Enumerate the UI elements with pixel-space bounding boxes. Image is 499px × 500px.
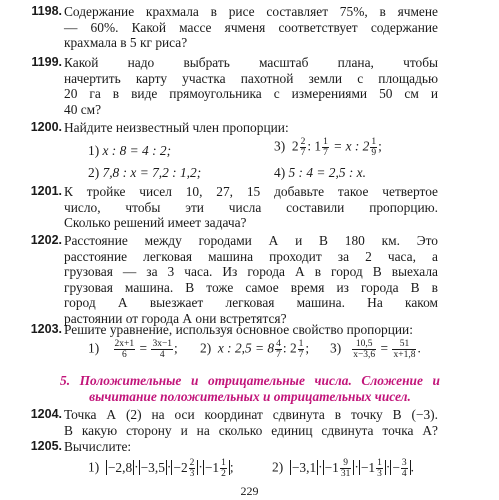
problem-1200 xyxy=(30,120,438,136)
problem-text-line: растоянии от города А они встретятся? xyxy=(64,310,287,326)
problem-text-line: 20 га в виде прямоугольника с измерениями 50 см и xyxy=(64,86,438,102)
problem-text-line: Какой надо выбрать масштаб плана, чтобы xyxy=(64,55,438,70)
proportion-item-3: 3) 2 $\frac{2}{7}$ : 1 $\frac{1}{7}$ = x : 2 $\frac{1}{9}$ ; xyxy=(274,137,382,158)
equation-item-2: 2) x : 2,5 = 8 $\frac{4}{7}$ : 2 $\frac{1}{7}$ ; xyxy=(200,339,310,360)
problem-number: 1198. xyxy=(31,4,62,18)
problem-text-line: Сколько решений имеет задача? xyxy=(64,215,247,231)
problem-number: 1203. xyxy=(30,322,62,336)
calc-item-1: 1) −2,8 · −3,5 · −2 $\frac{2}{3}$ · −1 $\frac{1}{2}$ ; xyxy=(88,458,234,479)
calc-item-2: 2) −3,1 · −1 $\frac{9}{31}$ · −1 $\frac{1}{3}$ · − $\frac{3}{4}$ . xyxy=(272,458,414,479)
problem-text-line: начертить карту участка пахотной земли с площадью xyxy=(64,70,438,86)
problem-number: 1201. xyxy=(30,184,62,198)
problem-text-line: грузовая — за 3 часа. Из города А в город В выехала xyxy=(64,264,438,280)
problem-number: 1200. xyxy=(30,120,62,134)
problem-1198 xyxy=(31,4,438,51)
problem-text-line: Найдите неизвестный член пропорции: xyxy=(64,120,289,135)
problem-text-line: расстояние легковая машина проходит за 2 часа, а xyxy=(64,248,438,264)
problem-text-line: число, чтобы эти числа составили пропорцию. xyxy=(64,199,438,215)
page-number: 229 xyxy=(240,484,259,498)
problem-number: 1204. xyxy=(30,407,62,421)
section-heading: 5. Положительные и отрицательные числа. Сложение и вычитание положительных и отрицательных чисел. xyxy=(60,373,440,404)
proportion-item-1: 1) x : 8 = 4 : 2; xyxy=(88,143,172,158)
problem-text-line: крахмала в 5 кг риса? xyxy=(64,35,188,51)
problem-number: 1199. xyxy=(31,55,62,69)
problem-text-line: К тройке чисел 10, 27, 15 добавьте такое четвертое xyxy=(64,184,438,199)
problem-text-line: город А выезжает легковая машина. На каком xyxy=(64,295,438,311)
problem-text-line: Решите уравнение, используя основное свойство пропорции: xyxy=(64,322,413,337)
problem-text-line: Расстояние между городами А и В 180 км. Это xyxy=(64,233,438,248)
equation-item-3: 3) $\frac{10,5}{x-3,6}$ = $\frac{51}{x+1,8}$ . xyxy=(330,339,421,360)
problem-number: 1202. xyxy=(30,233,62,247)
problem-number: 1205. xyxy=(30,439,62,453)
problem-text-line: Точка А (2) на оси координат сдвинута в точку В (−3). xyxy=(64,407,438,422)
problem-1203 xyxy=(30,322,438,338)
proportion-item-2: 2) 7,8 : x = 7,2 : 1,2; xyxy=(88,165,202,180)
problem-text-line: Содержание крахмала в рисе составляет 75%, в ячмене xyxy=(64,4,438,19)
problem-text-line: 40 см? xyxy=(64,101,102,117)
problem-text-line: грузовая машина. В тоже самое время из города В в xyxy=(64,279,438,295)
problem-1199 xyxy=(31,55,438,117)
problem-1205 xyxy=(30,439,438,455)
problem-text-line: — 60%. Какой массе ячменя соответствует содержание xyxy=(64,19,438,35)
problem-1204 xyxy=(30,407,438,438)
proportion-item-4: 4) 5 : 4 = 2,5 : x. xyxy=(274,165,366,180)
problem-text-line: Вычислите: xyxy=(64,439,132,454)
problem-1202 xyxy=(30,233,438,327)
equation-item-1: 1) $\frac{2x+1}{6}$ = $\frac{3x-1}{4}$ ; xyxy=(88,339,178,360)
problem-text-line: В какую сторону и на сколько единиц сдвинута точка А? xyxy=(64,422,438,438)
problem-1201 xyxy=(30,184,438,231)
